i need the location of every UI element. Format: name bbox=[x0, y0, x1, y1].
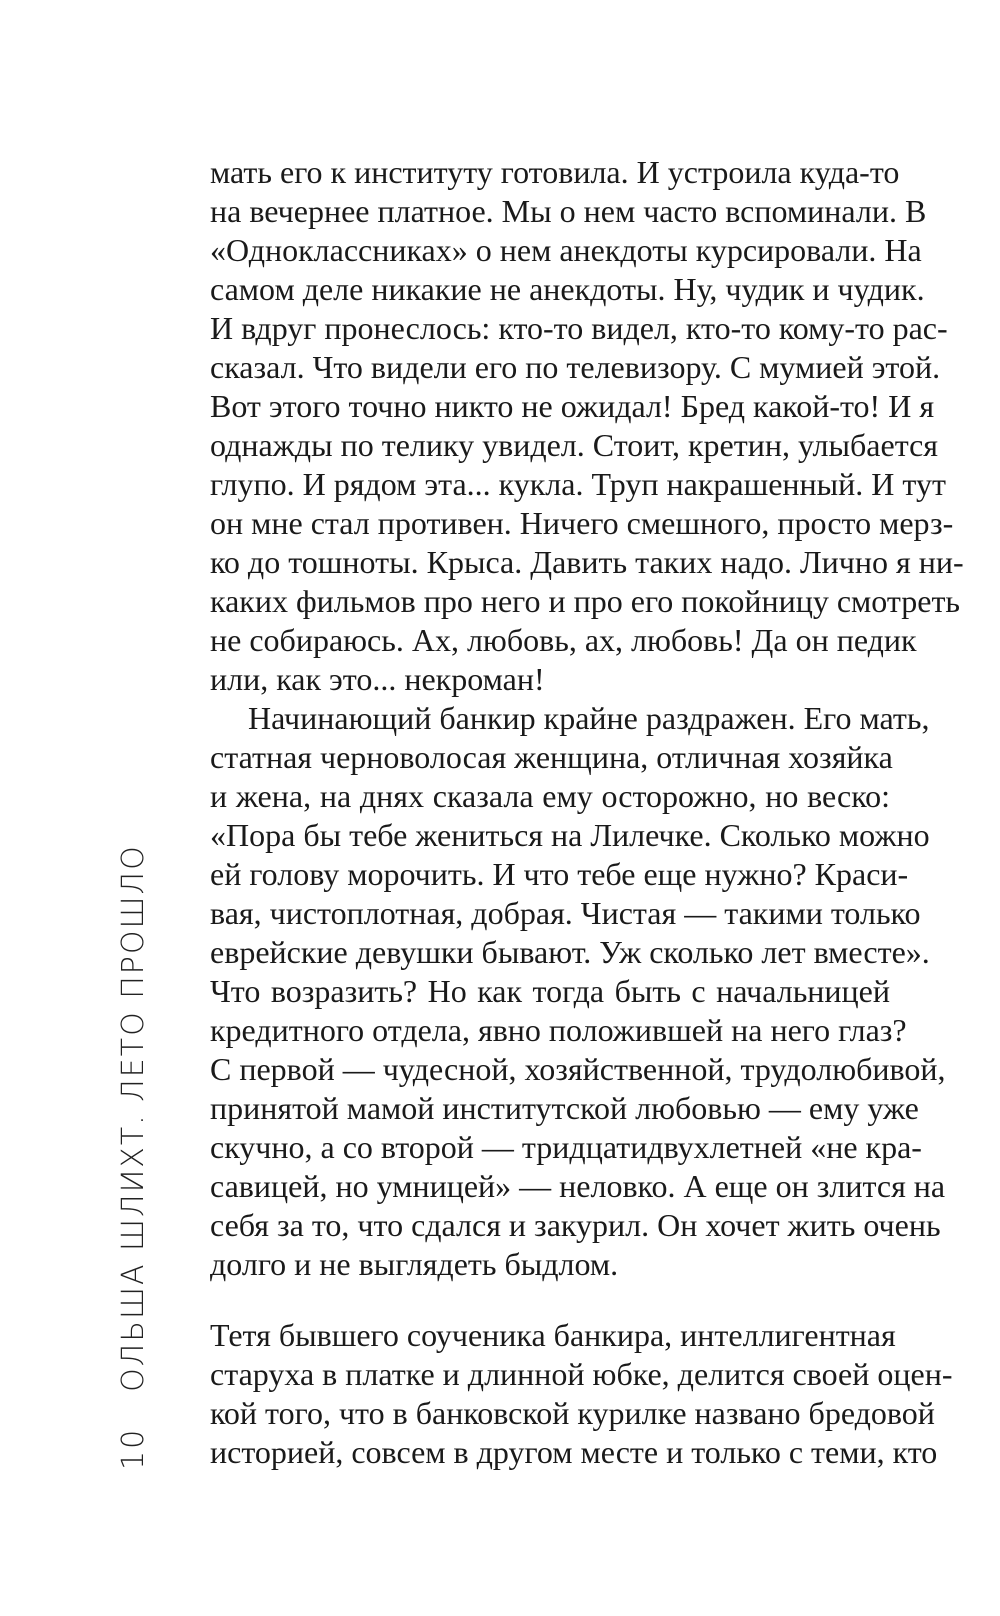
text-line: Тетя бывшего соученика банкира, интеллигентная bbox=[210, 1317, 896, 1353]
text-line: Вот этого точно никто не ожидал! Бред какой-то! И я bbox=[210, 388, 935, 424]
text-line: он мне стал противен. Ничего смешного, просто мерз- bbox=[210, 505, 954, 541]
text-line: ей голову морочить. И что тебе еще нужно? Краси- bbox=[210, 856, 909, 892]
text-line: не собираюсь. Ах, любовь, ах, любовь! Да он педик bbox=[210, 622, 917, 658]
running-head bbox=[116, 844, 152, 1470]
text-line: и жена, на днях сказала ему осторожно, но веско: bbox=[210, 778, 890, 814]
text-line: «Одноклассниках» о нем анекдоты курсировали. На bbox=[210, 232, 922, 268]
text-line: савицей, но умницей» — неловко. А еще он злится на bbox=[210, 1168, 946, 1204]
text-line: И вдруг пронеслось: кто-то видел, кто-то кому-то рас- bbox=[210, 310, 948, 346]
text-line: долго и не выглядеть быдлом. bbox=[210, 1246, 619, 1282]
text-line: еврейские девушки бывают. Уж сколько лет вместе». bbox=[210, 934, 930, 970]
text-line: однажды по телику увидел. Стоит, кретин, улыбается bbox=[210, 427, 938, 463]
text-line: мать его к институту готовила. И устроила куда-то bbox=[210, 154, 900, 190]
paragraph-aunt bbox=[210, 1316, 953, 1472]
text-line: на вечернее платное. Мы о нем часто вспоминали. В bbox=[210, 193, 927, 229]
text-line: вая, чистоплотная, добрая. Чистая — такими только bbox=[210, 895, 921, 931]
text-line: кредитного отдела, явно положившей на него глаз? bbox=[210, 1012, 907, 1048]
text-line: себя за то, что сдался и закурил. Он хочет жить очень bbox=[210, 1207, 941, 1243]
running-title: ОЛЬША ШЛИХТ. ЛЕТО ПРОШЛО bbox=[116, 844, 151, 1392]
text-line: историей, совсем в другом месте и только с теми, кто bbox=[210, 1434, 938, 1470]
text-line: принятой мамой институтской любовью — ему уже bbox=[210, 1090, 919, 1126]
text-line: кой того, что в банковской курилке названо бредовой bbox=[210, 1395, 935, 1431]
text-line: С первой — чудесной, хозяйственной, трудолюбивой, bbox=[210, 1051, 946, 1087]
text-line: глупо. И рядом эта... кукла. Труп накрашенный. И тут bbox=[210, 466, 946, 502]
page-number: 10 bbox=[116, 1427, 151, 1470]
text-line: каких фильмов про него и про его покойницу смотреть bbox=[210, 583, 961, 619]
text-line: старуха в платке и длинной юбке, делится своей оцен- bbox=[210, 1356, 953, 1392]
paragraph-continuation bbox=[210, 153, 964, 699]
text-line: статная черноволосая женщина, отличная хозяйка bbox=[210, 739, 893, 775]
text-line: ко до тошноты. Крыса. Давить таких надо. Лично я ни- bbox=[210, 544, 964, 580]
text-line: Начинающий банкир крайне раздражен. Его мать, bbox=[248, 700, 930, 736]
text-line: или, как это... некроман! bbox=[210, 661, 545, 697]
text-line: сказал. Что видели его по телевизору. С мумией этой. bbox=[210, 349, 941, 385]
text-line: «Пора бы тебе жениться на Лилечке. Сколько можно bbox=[210, 817, 930, 853]
text-line: самом деле никакие не анекдоты. Ну, чудик и чудик. bbox=[210, 271, 925, 307]
text-line: Что возразить? Но как тогда быть с начальницей bbox=[210, 973, 890, 1009]
text-line: скучно, а со второй — тридцатидвухлетней «не кра- bbox=[210, 1129, 922, 1165]
paragraph-banker bbox=[210, 699, 946, 1284]
